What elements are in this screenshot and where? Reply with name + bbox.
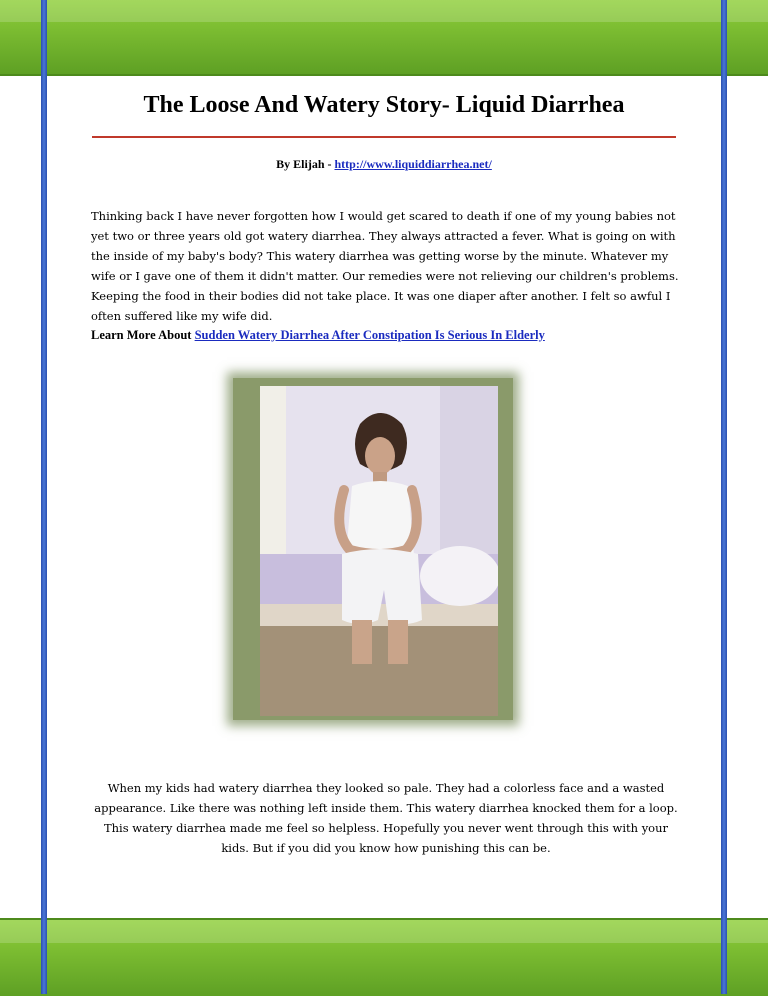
left-border-line bbox=[41, 0, 47, 994]
woman-stomach-ache-photo bbox=[260, 386, 498, 716]
byline-url-link[interactable]: http://www.liquiddiarrhea.net/ bbox=[334, 157, 492, 171]
page-title: The Loose And Watery Story- Liquid Diarrhea bbox=[143, 92, 625, 118]
closing-paragraph: When my kids had watery diarrhea they looked so pale. They had a colorless face and a wasted appearance. Like there was nothing left inside them. This watery diarrhea knocked them for a loop. This watery diarrhea made me feel so helpless. Hopefully you never went through this with your kids. But if you did you know how punishing this can be. bbox=[94, 781, 678, 855]
title-underline bbox=[92, 136, 676, 138]
byline-author: By Elijah - bbox=[276, 157, 335, 171]
footer-band bbox=[0, 918, 768, 996]
right-border-line bbox=[721, 0, 727, 994]
intro-paragraph: Thinking back I have never forgotten how I would get scared to death if one of my young babies not yet two or three years old got watery diarrhea. They always attracted a fever. What is going on with the inside of my baby's body? This watery diarrhea was getting worse by the minute. Whatever my wife or I gave one of them it didn't matter. Our remedies were not relieving our children's problems. Keeping the food in their bodies did not take place. It was one diaper after another. I felt so awful I often suffered like my wife did. bbox=[91, 209, 679, 323]
header-band bbox=[0, 0, 768, 76]
learn-more-link[interactable]: Sudden Watery Diarrhea After Constipation Is Serious In Elderly bbox=[194, 328, 545, 342]
photo-illustration bbox=[260, 386, 498, 716]
learn-more-line bbox=[91, 328, 681, 343]
learn-more-prefix: Learn More About bbox=[91, 328, 195, 342]
byline bbox=[92, 157, 676, 172]
